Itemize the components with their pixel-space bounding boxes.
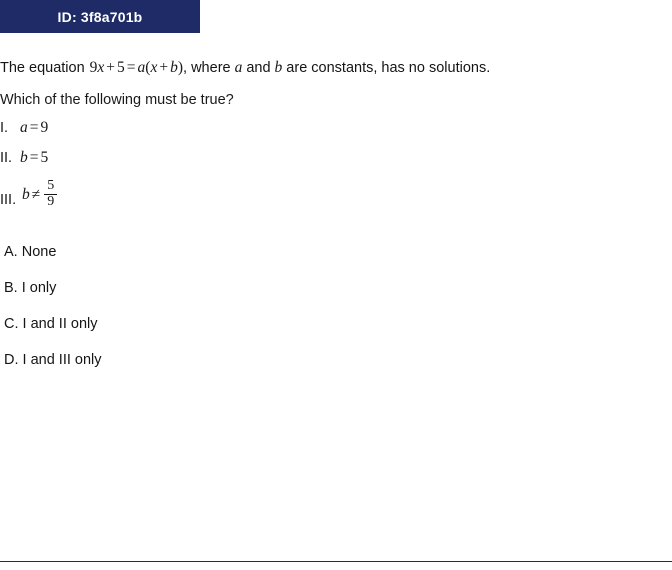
statement-list (0, 118, 672, 212)
equation-var-x: x (97, 59, 105, 76)
statement-ii-value: 5 (40, 149, 49, 166)
answer-choices (0, 242, 672, 370)
statement-iii-var: b (22, 186, 30, 203)
statement-i-var: a (20, 119, 28, 136)
fraction-denominator: 9 (44, 194, 57, 210)
const-a: a (234, 59, 243, 76)
equation-close-paren: ) (177, 59, 184, 76)
answer-choice-b[interactable]: B. I only (4, 280, 57, 296)
answer-choice-a[interactable]: A. None (4, 244, 57, 260)
question-stem (0, 58, 672, 82)
equation-open-paren: ( (145, 59, 151, 76)
statement-iii (0, 178, 672, 212)
answer-choice-c[interactable]: C. I and II only (4, 316, 98, 332)
statement-iii-fraction (44, 179, 57, 209)
statement-i-value: 9 (40, 119, 49, 136)
stem-and: and (246, 60, 271, 76)
fraction-numerator: 5 (47, 177, 55, 193)
equation-a: a (137, 59, 146, 76)
equation-plus: + (106, 59, 116, 76)
stem-mid: , where (183, 60, 231, 76)
equation-constant: 5 (117, 59, 125, 76)
equation-coefficient: 9 (89, 59, 98, 76)
statement-iii-label: III. (0, 192, 17, 208)
equation-inner-x: x (150, 59, 158, 76)
statement-ii-var: b (20, 149, 28, 166)
stem-prefix: The equation (0, 60, 85, 76)
question-prompt: Which of the following must be true? (0, 92, 234, 108)
question-id-banner (0, 0, 200, 33)
statement-i-relation: = (29, 119, 39, 136)
equation-inner-plus: + (159, 59, 169, 76)
question-id-label: ID: 3f8a701b (57, 8, 143, 25)
statement-ii (0, 148, 672, 168)
stem-suffix: are constants, has no solutions. (286, 60, 491, 76)
answer-choice-d[interactable]: D. I and III only (4, 352, 102, 368)
equation-equals: = (126, 59, 136, 76)
page-divider (0, 561, 672, 562)
equation-b: b (170, 59, 178, 76)
question-content (0, 58, 672, 386)
const-b: b (274, 59, 283, 76)
statement-i-label: I. (0, 120, 9, 136)
statement-ii-relation: = (29, 149, 39, 166)
statement-i (0, 118, 672, 138)
equation (90, 59, 183, 77)
statement-ii-label: II. (0, 150, 13, 166)
statement-iii-relation: ≠ (31, 186, 41, 203)
